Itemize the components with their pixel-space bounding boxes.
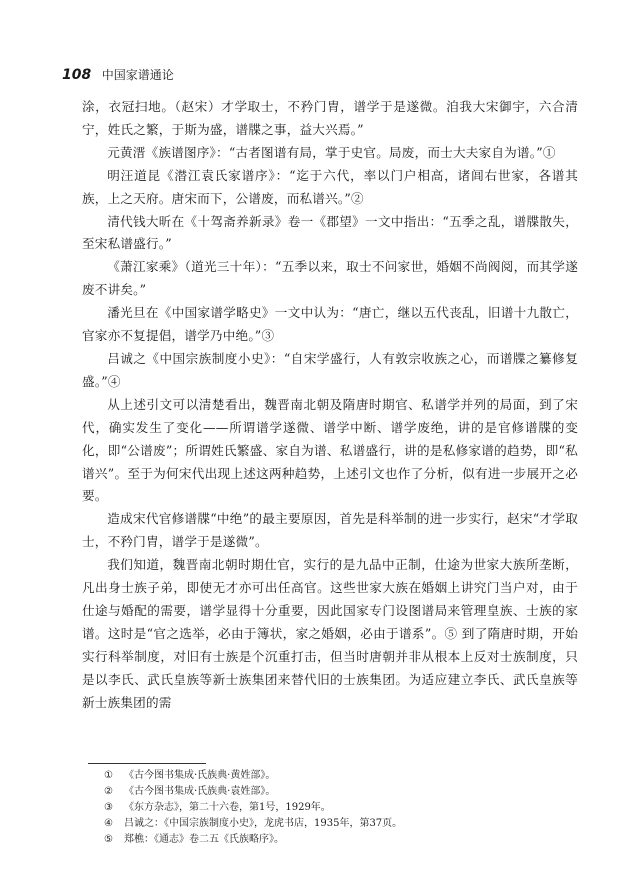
- footnote-divider: [88, 763, 206, 764]
- footnote-mark: ①: [104, 770, 113, 781]
- page-number: 108: [62, 67, 92, 83]
- footnote-text: 《东方杂志》，第二十六卷，第1号，1929年。: [124, 802, 331, 813]
- footnote: [104, 816, 402, 832]
- paragraph: 清代钱大昕在《十驾斋养新录》卷一《郡望》一文中指出：“五季之乱，谱牒散失，至宋私谱盛行。”: [82, 213, 578, 252]
- footnote: [104, 768, 402, 784]
- paragraph: 《萧江家乘》（道光三十年）：“五季以来，取士不问家世，婚姻不尚阀阅，而其学遂废不讲矣。”: [82, 259, 578, 298]
- paragraph: 元黄溍《族谱图序》：“古者图谱有局，掌于史官。局废，而士大夫家自为谱。”①: [107, 144, 556, 160]
- running-header: [62, 66, 174, 83]
- paragraph: 明汪道昆《潜江袁氏家谱序》：“迄于六代，率以门户相高，诸闾右世家，各谱其族，上之天府。唐宋而下，公谱废，而私谱兴。”②: [82, 167, 578, 206]
- book-title: 中国家谱通论: [101, 68, 174, 82]
- paragraph: 从上述引文可以清楚看出，魏晋南北朝及隋唐时期官、私谱学并列的局面，到了宋代，确实发生了变化——所谓谱学遂微、谱学中断、谱学废绝，讲的是官修谱牒的变化，即“公谱废”；所谓姓氏繁盛、家自为谱、私谱盛行，讲的是私修家谱的趋势，即“私谱兴”。至于为何宋代出现上述这两种趋势，上述引文也作了分析，似有进一步展开之必要。: [82, 396, 578, 504]
- footnote: [104, 784, 402, 800]
- paragraph: 造成宋代官修谱牒“中绝”的最主要原因，首先是科举制的进一步实行，赵宋“才学取士，不矜门胄，谱学于是遂微”。: [82, 511, 578, 550]
- footnote-mark: ②: [104, 786, 113, 797]
- footnote-mark: ④: [104, 818, 113, 829]
- footnote-text: 《古今图书集成·氏族典·袁姓部》。: [124, 786, 276, 797]
- paragraph: 涂，衣冠扫地。（赵宋）才学取士，不矜门胄，谱学于是遂微。洎我大宋御宇，六合清宁，姓氏之繁，于斯为盛，谱牒之事，益大兴焉。”: [82, 99, 578, 137]
- body-text: [82, 96, 578, 714]
- footnote-text: 《古今图书集成·氏族典·黄姓部》。: [124, 770, 276, 781]
- paragraph: 潘光旦在《中国家谱学略史》一文中认为：“唐亡，继以五代丧乱，旧谱十九散亡，官家亦不复提倡，谱学乃中绝。”③: [82, 305, 578, 344]
- footnote-text: 郑樵：《通志》卷二五《氏族略序》。: [124, 834, 284, 845]
- footnote: [104, 800, 402, 816]
- footnote-mark: ③: [104, 802, 113, 813]
- footnote-text: 吕诚之：《中国宗族制度小史》，龙虎书店，1935年，第37页。: [124, 818, 403, 829]
- paragraph: 吕诚之《中国宗族制度小史》：“自宋学盛行，人有敦宗收族之心，而谱牒之纂修复盛。”④: [82, 350, 578, 389]
- footnote: [104, 832, 402, 848]
- paragraph: 我们知道，魏晋南北朝时期仕官，实行的是九品中正制，仕途为世家大族所垄断，凡出身士族子弟，即使无才亦可出任高官。这些世家大族在婚姻上讲究门当户对，由于仕途与婚配的需要，谱学显得十分重要，因此国家专门设图谱局来管理皇族、士族的家谱。这时是“官之选举，必由于簿状，家之婚姻，必由于谱系”。⑤ 到了隋唐时期，开始实行科举制度，对旧有士族是个沉重打击，但当时唐朝并非从根本上反对士族制度，只是以李氏、武氏皇族等新士族集团来替代旧的士族集团。为适应建立李氏、武氏皇族等新士族集团的需: [82, 557, 578, 710]
- footnotes: [104, 768, 402, 848]
- footnote-mark: ⑤: [104, 834, 113, 845]
